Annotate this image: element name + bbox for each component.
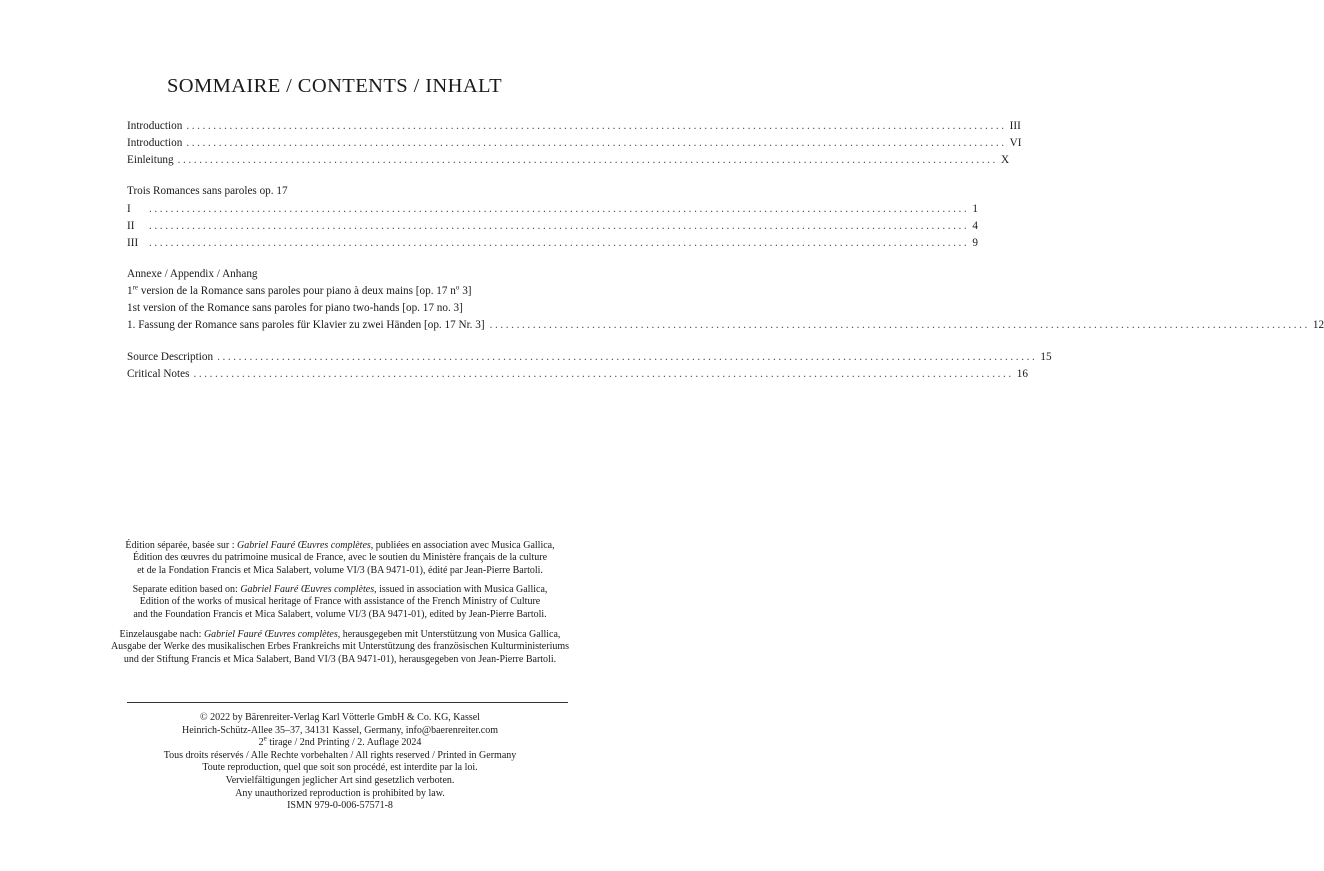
toc-label: Source Description [127, 351, 214, 363]
copyright-line: © 2022 by Bärenreiter-Verlag Karl Vötterle GmbH & Co. KG, Kassel [200, 712, 480, 723]
leader-dots: ........................................................................................................................................................ [149, 237, 970, 249]
section-heading-romances: Trois Romances sans paroles op. 17 [127, 185, 288, 197]
toc-label: Critical Notes [127, 368, 190, 380]
edition-note-de: Einzelausgabe nach: Gabriel Fauré Œuvres complètes, herausgegeben mit Unterstützung von Musica Gallica, Ausgabe der Werke des musikalischen Erbes Frankreichs mit Unterstützung des französischen Kulturministeriums und der Stiftung Francis et Mica Salabert, Band VI/3 (BA 9471-01), herausgegeben von Jean-Pierre Bartoli. [110, 629, 570, 665]
toc-entry-introduction-fr [127, 118, 1021, 134]
toc-label: Introduction [127, 120, 183, 132]
toc-entry-romance-2 [127, 218, 978, 234]
toc-page: 4 [972, 220, 978, 232]
toc-page: 15 [1040, 351, 1052, 363]
annexe-entry-en: 1st version of the Romance sans paroles for piano two-hands [op. 17 no. 3] [127, 302, 463, 314]
divider [127, 702, 568, 703]
rights-line: Tous droits réservés / Alle Rechte vorbehalten / All rights reserved / Printed in Germany [163, 749, 517, 761]
warning-fr: Toute reproduction, quel que soit son procédé, est interdite par la loi. [202, 762, 478, 774]
toc-entry-critical-notes [127, 366, 1028, 382]
leader-dots: ........................................................................................................................................................ [193, 368, 1014, 380]
toc-label: 1. Fassung der Romance sans paroles für Klavier zu zwei Händen [op. 17 Nr. 3] [127, 319, 485, 331]
toc-page: VI [1009, 137, 1022, 149]
toc-label: I [127, 203, 131, 215]
imprint [110, 712, 570, 813]
toc-page: X [1000, 154, 1010, 166]
toc-entry-romance-1 [127, 201, 978, 217]
leader-dots: ........................................................................................................................................................ [489, 319, 1310, 331]
page-title: SOMMAIRE / CONTENTS / INHALT [166, 75, 503, 97]
toc-entry-annexe-de [127, 317, 1324, 333]
toc-page: 9 [972, 237, 978, 249]
ismn-line: ISMN 979-0-006-57571-8 [287, 800, 393, 812]
address-line: Heinrich-Schütz-Allee 35–37, 34131 Kassel, Germany, info@baerenreiter.com [182, 724, 498, 736]
section-heading-annexe: Annexe / Appendix / Anhang [127, 268, 258, 280]
annexe-entry-fr: 1re version de la Romance sans paroles pour piano à deux mains [op. 17 $n^o$ 3] [127, 283, 472, 297]
toc-page: 12 [1312, 319, 1324, 331]
toc-label: II [127, 220, 135, 232]
leader-dots: ........................................................................................................................................................ [149, 203, 970, 215]
toc-entry-source-description [127, 349, 1052, 365]
warning-de: Vervielfältigungen jeglicher Art sind gesetzlich verboten. [225, 774, 455, 786]
toc-entry-einleitung [127, 152, 1010, 168]
toc-page: III [1009, 120, 1021, 132]
leader-dots: ........................................................................................................................................................ [177, 154, 998, 166]
leader-dots: ........................................................................................................................................................ [186, 137, 1007, 149]
toc-label: Einleitung [127, 154, 174, 166]
toc-label: Introduction [127, 137, 183, 149]
printing-line: 2e tirage / 2nd Printing / 2. Auflage 2024 [258, 734, 422, 749]
warning-en: Any unauthorized reproduction is prohibited by law. [235, 787, 445, 799]
leader-dots: ........................................................................................................................................................ [186, 120, 1007, 132]
toc-label: III [127, 237, 139, 249]
toc-entry-introduction-en [127, 135, 1022, 151]
toc-entry-romance-3 [127, 235, 978, 251]
edition-note-fr: Édition séparée, basée sur : Gabriel Fauré Œuvres complètes, publiées en association avec Musica Gallica, Édition des œuvres du patrimoine musical de France, avec le soutien du Ministère français de la culture et de la Fondation Francis et Mica Salabert, volume VI/3 (BA 9471-01), édité par Jean-Pierre Bartoli. [125, 540, 555, 576]
edition-note-en: Separate edition based on: Gabriel Fauré Œuvres complètes, issued in association with Musica Gallica, Edition of the works of musical heritage of France with assistance of the French Ministry of Culture and the Foundation Francis et Mica Salabert, volume VI/3 (BA 9471-01), edited by Jean-Pierre Bartoli. [132, 584, 548, 620]
leader-dots: ........................................................................................................................................................ [149, 220, 970, 232]
leader-dots: ........................................................................................................................................................ [217, 351, 1038, 363]
toc-page: 1 [972, 203, 978, 215]
toc-page: 16 [1016, 368, 1028, 380]
